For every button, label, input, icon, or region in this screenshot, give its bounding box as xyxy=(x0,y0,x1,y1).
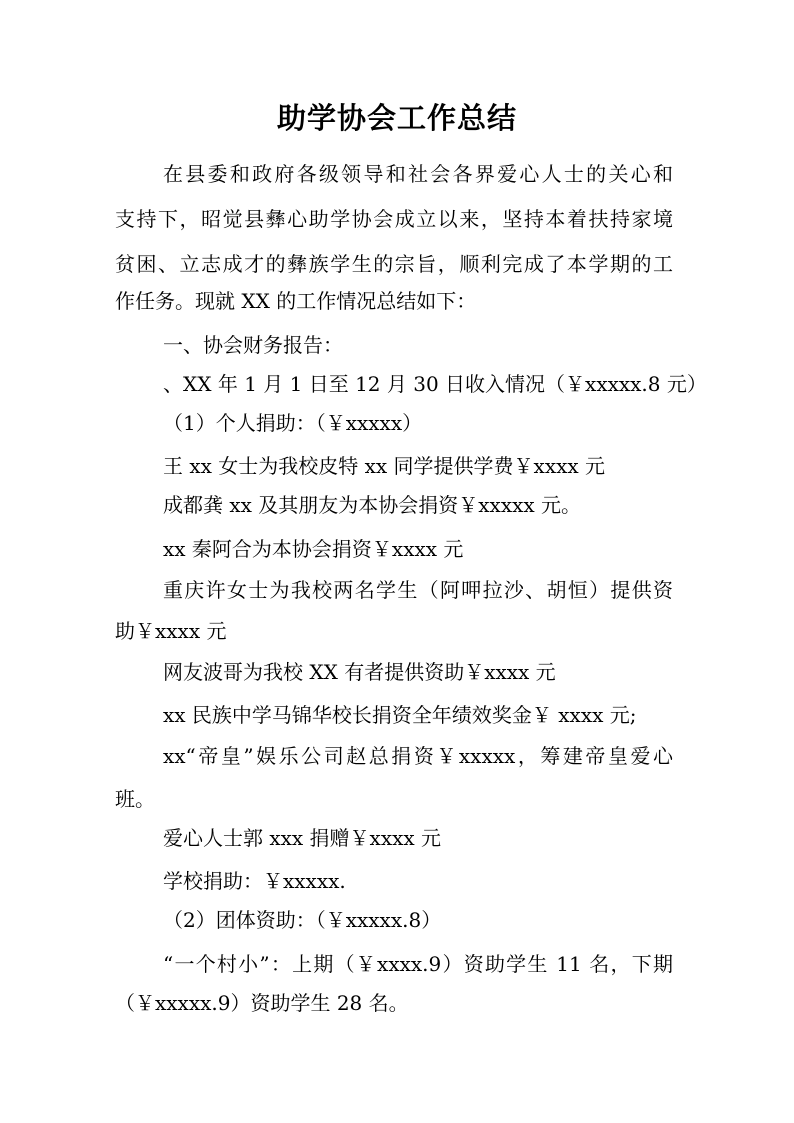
personal-donation-heading: （1）个人捐助：（￥xxxxx） xyxy=(163,411,423,435)
section-heading-finance: 一、协会财务报告： xyxy=(163,333,343,357)
donation-line: xx“帝皇”娱乐公司赵总捐资￥xxxxx，筹建帝皇爱心 xyxy=(163,744,673,768)
donation-line: 重庆许女士为我校两名学生（阿呷拉沙、胡恒）提供资 xyxy=(163,578,673,602)
donation-line: 助￥xxxx 元 xyxy=(115,619,227,643)
document-title: 助学协会工作总结 xyxy=(276,101,517,135)
group-donation-heading: （2）团体资助：（￥xxxxx.8） xyxy=(163,908,442,932)
intro-line-2: 支持下，昭觉县彝心助学协会成立以来，坚持本着扶持家境 xyxy=(115,207,673,231)
donation-item: 成都龚 xx 及其朋友为本协会捐资￥xxxxx 元。 xyxy=(163,493,582,517)
income-summary-line: 、XX 年 1 月 1 日至 12 月 30 日收入情况（￥xxxxx.8 元） xyxy=(163,372,707,396)
group-donation-line: “一个村小”：上期（￥xxxx.9）资助学生 11 名，下期 xyxy=(163,952,673,976)
intro-line-4: 作任务。现就 XX 的工作情况总结如下： xyxy=(115,289,477,313)
donation-item: 爱心人士郭 xxx 捐赠￥xxxx 元 xyxy=(163,826,442,850)
donation-item: xx 秦阿合为本协会捐资￥xxxx 元 xyxy=(163,537,464,561)
donation-line: 班。 xyxy=(115,787,155,811)
donation-item: 王 xx 女士为我校皮特 xx 同学提供学费￥xxxx 元 xyxy=(163,454,606,478)
intro-line-1: 在县委和政府各级领导和社会各界爱心人士的关心和 xyxy=(163,162,673,186)
donation-item: xx 民族中学马锦华校长捐资全年绩效奖金￥ xxxx 元; xyxy=(163,703,637,727)
donation-item: 网友波哥为我校 XX 有者提供资助￥xxxx 元 xyxy=(163,660,556,684)
intro-line-3: 贫困、立志成才的彝族学生的宗旨，顺利完成了本学期的工 xyxy=(115,252,673,276)
group-donation-line: （￥xxxxx.9）资助学生 28 名。 xyxy=(115,991,409,1015)
school-donation-line: 学校捐助：￥xxxxx. xyxy=(163,869,346,893)
